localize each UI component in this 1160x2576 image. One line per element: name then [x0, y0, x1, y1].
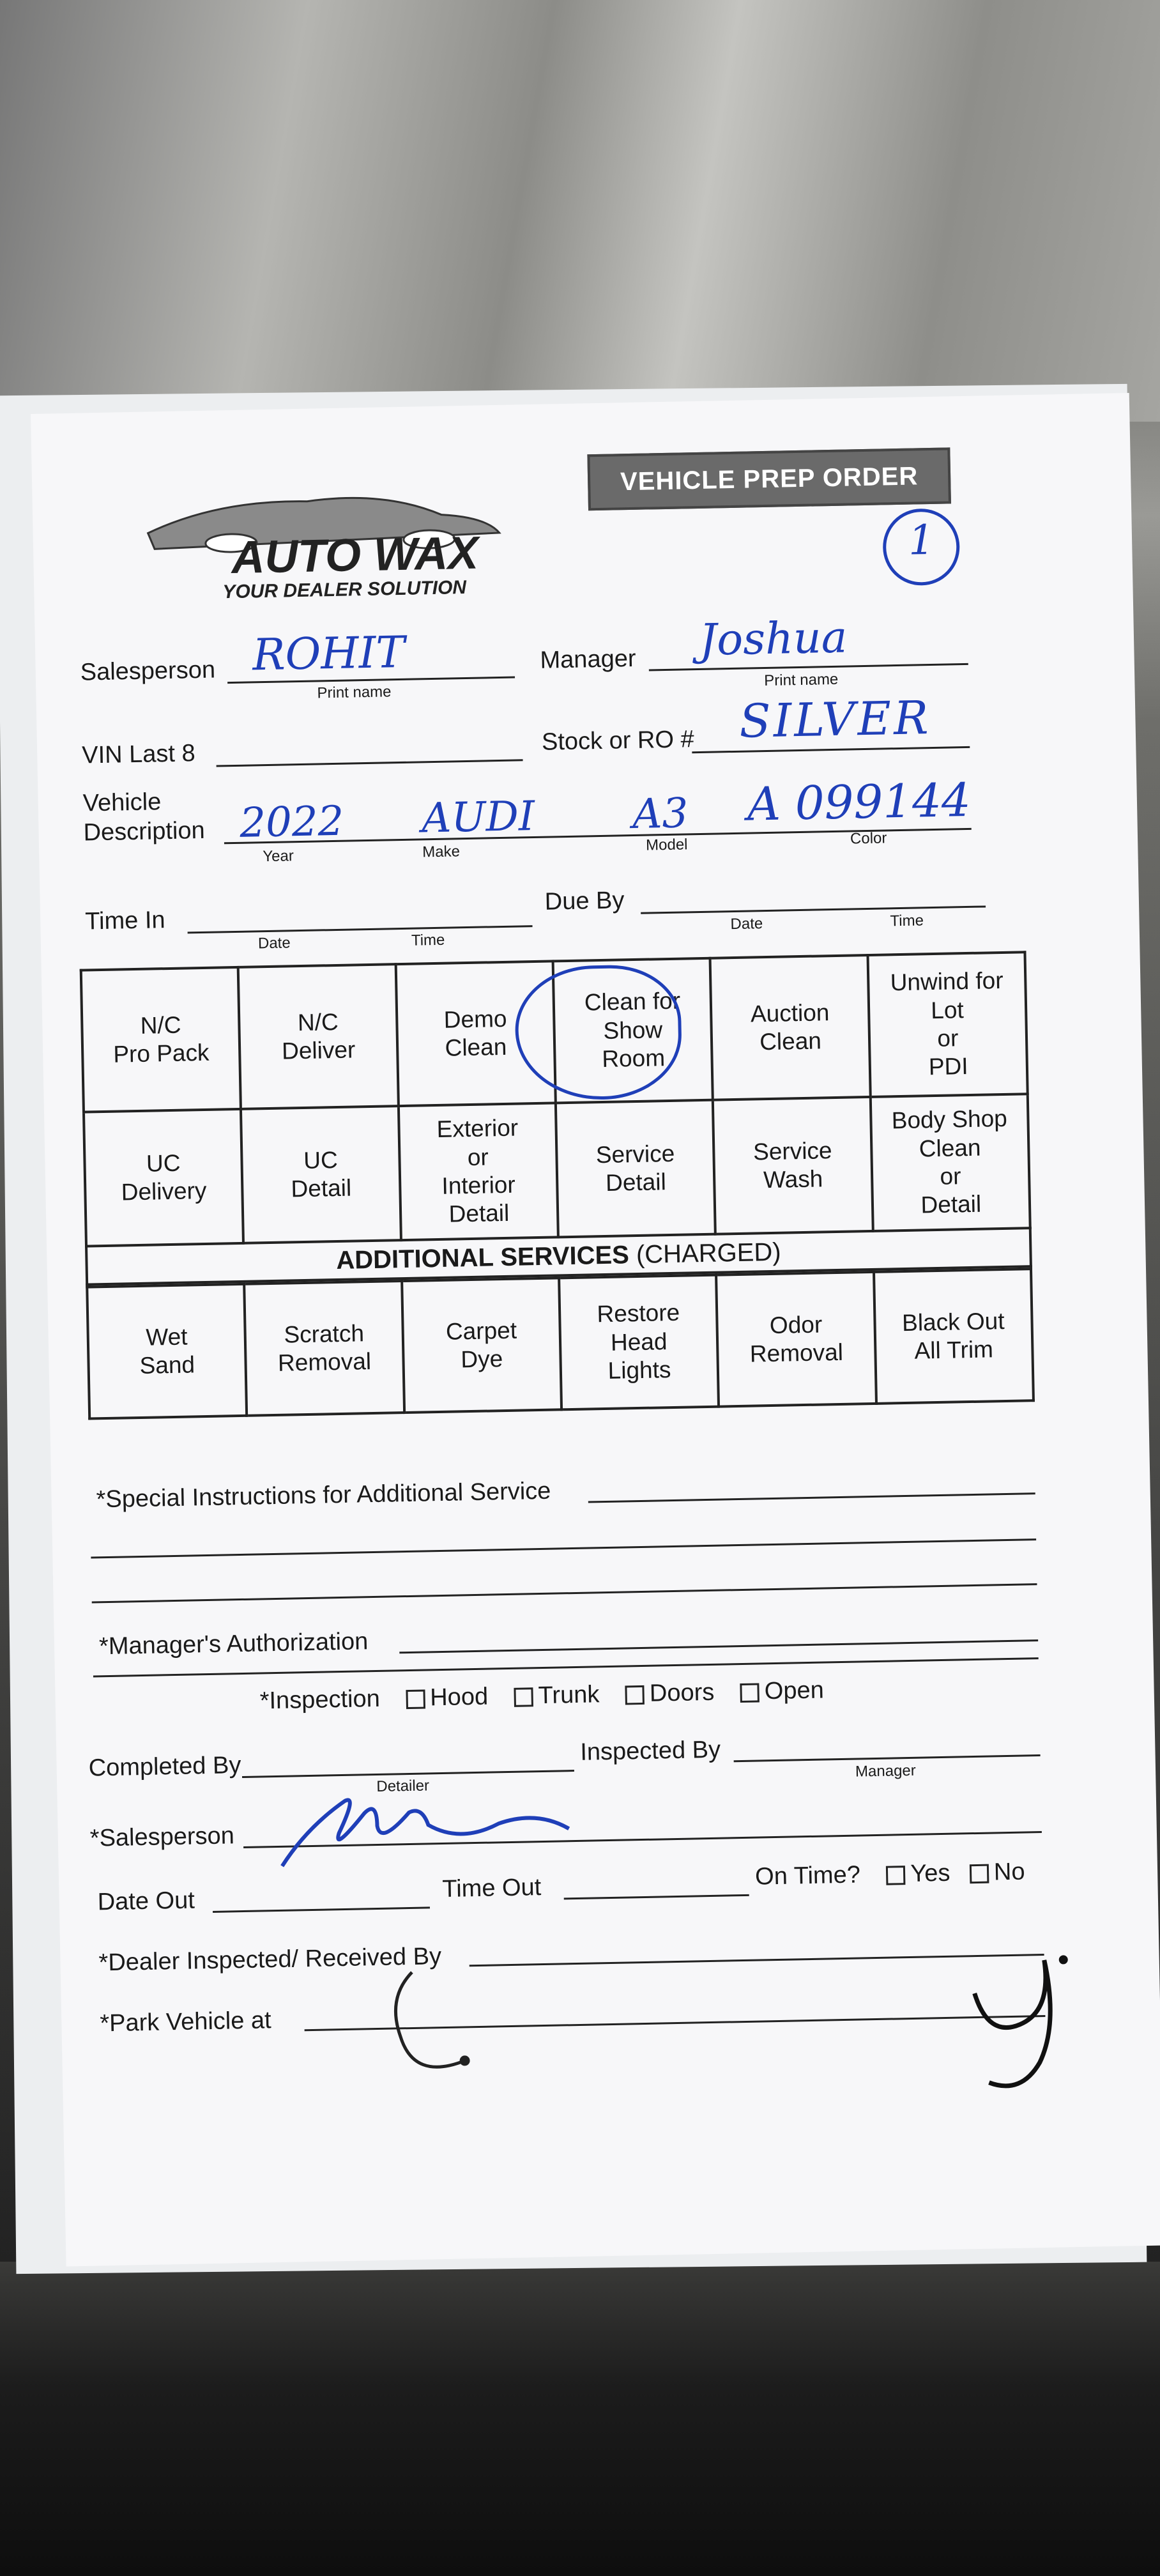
service-grid-additional [86, 1268, 1035, 1420]
hood-checkbox[interactable] [406, 1689, 425, 1709]
on-time-yes-checkbox[interactable] [886, 1866, 906, 1885]
steel-table-background [0, 0, 1160, 422]
on-time-no-checkbox[interactable] [970, 1864, 989, 1884]
circled-number: 1 [908, 516, 935, 565]
stock-value: SILVER [738, 691, 931, 748]
time-out-label: Time Out [442, 1874, 542, 1903]
manager-authorization-label: *Manager's Authorization [98, 1628, 369, 1660]
time-out-line [564, 1894, 749, 1900]
description-label: Description [83, 816, 206, 847]
service-wet-sand[interactable]: Wet Sand [87, 1284, 247, 1419]
service-body-shop-clean[interactable]: Body Shop Clean or Detail [870, 1094, 1030, 1231]
color-sub: Color [850, 829, 887, 848]
service-demo-clean[interactable]: Demo Clean [395, 961, 556, 1106]
service-unwind-lot-pdi[interactable]: Unwind for Lot or PDI [867, 952, 1028, 1097]
service-uc-delivery[interactable]: UC Delivery [84, 1109, 243, 1246]
dealer-inspected-label: *Dealer Inspected/ Received By [98, 1943, 442, 1977]
title-badge: VEHICLE PREP ORDER [587, 447, 951, 510]
model-sub: Model [645, 836, 688, 854]
park-vehicle-label: *Park Vehicle at [99, 2007, 272, 2037]
service-auction-clean[interactable]: Auction Clean [710, 955, 871, 1100]
dealer-inspected-line [469, 1954, 1044, 1966]
manager-label: Manager [540, 645, 636, 674]
vehicle-prep-order-form [31, 393, 1160, 2266]
service-clean-show-room[interactable]: Clean for Show Room [553, 958, 714, 1103]
service-scratch-removal[interactable]: Scratch Removal [245, 1281, 404, 1416]
detailer-sub: Detailer [376, 1777, 430, 1796]
open-checkbox[interactable] [740, 1683, 760, 1703]
special-instructions-line-3 [92, 1583, 1037, 1603]
inspected-by-label: Inspected By [579, 1736, 721, 1766]
date-out-label: Date Out [97, 1887, 195, 1916]
year-value: 2022 [239, 797, 344, 847]
color-value: A 099144 [747, 772, 972, 831]
stock-line [692, 746, 970, 753]
service-service-wash[interactable]: Service Wash [713, 1097, 873, 1234]
manager-authorization-line [399, 1639, 1038, 1653]
manager-sub-label: Manager [855, 1761, 917, 1781]
make-value: AUDI [421, 792, 535, 843]
service-nc-pro-pack[interactable]: N/C Pro Pack [81, 967, 241, 1112]
completed-by-label: Completed By [88, 1752, 241, 1782]
stock-label: Stock or RO # [541, 726, 695, 756]
inspected-by-line [734, 1754, 1041, 1762]
dark-floor-background [0, 2262, 1160, 2576]
vin-line [217, 759, 523, 767]
manager-value: Joshua [699, 612, 848, 666]
special-instructions-line-1 [588, 1492, 1035, 1503]
service-restore-head-lights[interactable]: Restore Head Lights [559, 1275, 719, 1410]
service-black-out-trim[interactable]: Black Out All Trim [874, 1269, 1034, 1404]
due-by-time-sub: Time [890, 912, 924, 930]
due-by-label: Due By [544, 887, 625, 916]
make-sub: Make [422, 843, 461, 861]
service-uc-detail[interactable]: UC Detail [241, 1106, 401, 1243]
salesperson-signature-icon [268, 1770, 602, 1879]
manager-line [649, 663, 968, 671]
salesperson-label: Salesperson [80, 656, 216, 686]
logo-name: AUTO WAX [231, 527, 479, 583]
service-odor-removal[interactable]: Odor Removal [716, 1272, 876, 1407]
service-service-detail[interactable]: Service Detail [556, 1100, 715, 1238]
salesperson-sub: Print name [317, 683, 392, 702]
due-by-date-sub: Date [730, 915, 763, 933]
salesperson-value: ROHIT [252, 627, 406, 681]
trunk-checkbox[interactable] [514, 1687, 533, 1707]
vehicle-label: Vehicle [82, 788, 162, 817]
vin-label: VIN Last 8 [81, 740, 196, 769]
additional-services-header: ADDITIONAL SERVICES (CHARGED) [85, 1227, 1032, 1285]
salesperson-sign-label: *Salesperson [89, 1822, 235, 1852]
logo-tagline: YOUR DEALER SOLUTION [222, 576, 467, 603]
time-in-label: Time In [84, 907, 165, 935]
service-exterior-interior-detail[interactable]: Exterior or Interior Detail [399, 1103, 558, 1240]
special-instructions-label: *Special Instructions for Additional Service [96, 1477, 551, 1514]
manager-sub: Print name [763, 670, 839, 690]
date-out-line [213, 1906, 430, 1913]
inspection-row: *Inspection Hood Trunk Doors Open [259, 1676, 825, 1715]
model-value: A3 [632, 790, 689, 839]
due-by-line [641, 905, 986, 914]
year-sub: Year [263, 847, 294, 866]
time-in-date-sub: Date [257, 934, 291, 953]
handwritten-mark-icon [374, 1958, 491, 2088]
doors-checkbox[interactable] [625, 1685, 645, 1705]
service-nc-deliver[interactable]: N/C Deliver [238, 964, 399, 1109]
time-in-time-sub: Time [411, 931, 445, 949]
special-instructions-line-2 [91, 1538, 1036, 1558]
time-in-line [188, 925, 533, 933]
on-time-row: On Time? Yes No [754, 1858, 1025, 1890]
manager-authorization-line-2 [93, 1657, 1039, 1677]
handwritten-initial-icon [961, 1947, 1092, 2103]
service-carpet-dye[interactable]: Carpet Dye [402, 1278, 561, 1413]
